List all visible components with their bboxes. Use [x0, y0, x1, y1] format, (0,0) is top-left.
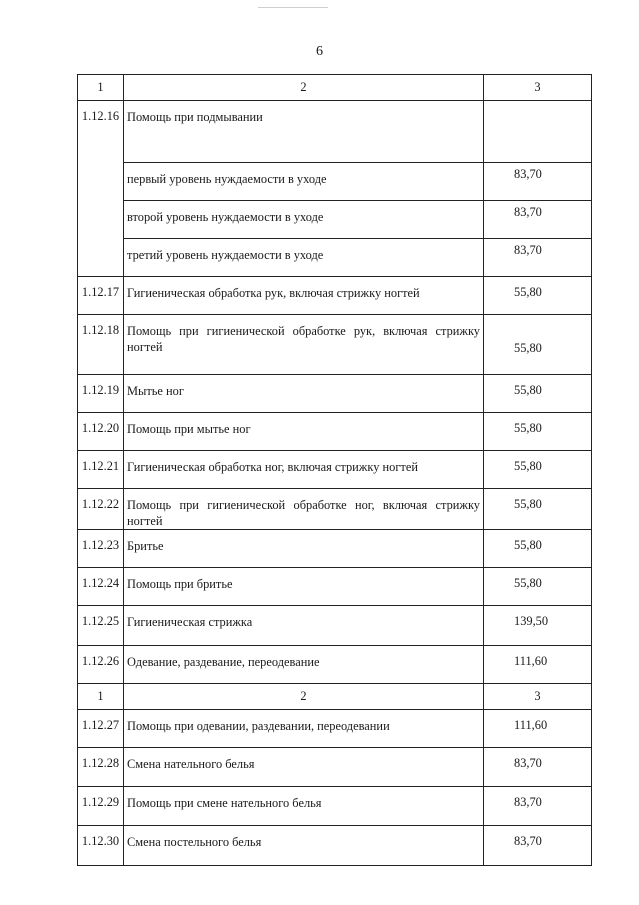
row-code	[78, 239, 124, 277]
table-row	[78, 277, 592, 315]
row-code: 1.12.22	[78, 489, 124, 530]
row-price: 55,80	[484, 451, 592, 489]
table-row	[78, 239, 592, 277]
table-row	[78, 568, 592, 606]
table-row	[78, 375, 592, 413]
row-code: 1.12.23	[78, 530, 124, 568]
row-name: Гигиеническая обработка ног, включая стрижку ногтей	[124, 451, 484, 489]
row-price: 83,70	[484, 826, 592, 866]
column-header-1: 1	[78, 75, 124, 101]
row-name: Помощь при гигиенической обработке ног, включая стрижку ногтей	[124, 489, 484, 530]
tariff-table	[77, 74, 592, 866]
row-code: 1.12.19	[78, 375, 124, 413]
column-header-1: 1	[78, 684, 124, 710]
row-name: Гигиеническая стрижка	[124, 606, 484, 646]
column-header-3: 3	[484, 75, 592, 101]
table-row	[78, 163, 592, 201]
row-code: 1.12.27	[78, 710, 124, 748]
table-row	[78, 787, 592, 826]
row-name: Мытье ног	[124, 375, 484, 413]
row-name: Помощь при одевании, раздевании, переодевании	[124, 710, 484, 748]
row-name: первый уровень нуждаемости в уходе	[124, 163, 484, 201]
row-price: 55,80	[484, 489, 592, 530]
table-header-row	[78, 75, 592, 101]
table-row	[78, 101, 592, 163]
scan-artifact-line	[258, 7, 328, 8]
row-name: третий уровень нуждаемости в уходе	[124, 239, 484, 277]
row-name: Помощь при мытье ног	[124, 413, 484, 451]
row-price: 139,50	[484, 606, 592, 646]
row-price: 111,60	[484, 710, 592, 748]
table-row	[78, 451, 592, 489]
row-name: Одевание, раздевание, переодевание	[124, 646, 484, 684]
row-price: 55,80	[484, 375, 592, 413]
row-code: 1.12.28	[78, 748, 124, 787]
row-code: 1.12.24	[78, 568, 124, 606]
row-name: Смена постельного белья	[124, 826, 484, 866]
row-price: 111,60	[484, 646, 592, 684]
row-code: 1.12.17	[78, 277, 124, 315]
table-row	[78, 646, 592, 684]
row-price: 83,70	[484, 201, 592, 239]
row-name: Помощь при бритье	[124, 568, 484, 606]
table-row	[78, 710, 592, 748]
row-price: 55,80	[484, 277, 592, 315]
table-row	[78, 530, 592, 568]
row-price: 55,80	[484, 413, 592, 451]
row-name: Гигиеническая обработка рук, включая стрижку ногтей	[124, 277, 484, 315]
row-code: 1.12.21	[78, 451, 124, 489]
row-code	[78, 201, 124, 239]
row-name: Помощь при гигиенической обработке рук, включая стрижку ногтей	[124, 315, 484, 375]
row-code: 1.12.25	[78, 606, 124, 646]
row-price: 83,70	[484, 239, 592, 277]
table-header-row-repeat	[78, 684, 592, 710]
row-code	[78, 163, 124, 201]
column-header-2: 2	[124, 75, 484, 101]
table-row	[78, 413, 592, 451]
row-code: 1.12.20	[78, 413, 124, 451]
table-row	[78, 489, 592, 530]
row-code: 1.12.16	[78, 101, 124, 163]
row-code: 1.12.30	[78, 826, 124, 866]
table-row	[78, 315, 592, 375]
row-price: 55,80	[484, 568, 592, 606]
row-price: 83,70	[484, 787, 592, 826]
row-name: Бритье	[124, 530, 484, 568]
row-name: Помощь при подмывании	[124, 101, 484, 163]
row-price: 55,80	[484, 315, 592, 375]
table-row	[78, 748, 592, 787]
table-row	[78, 201, 592, 239]
table-row	[78, 826, 592, 866]
row-price: 83,70	[484, 748, 592, 787]
row-name: Помощь при смене нательного белья	[124, 787, 484, 826]
row-price	[484, 101, 592, 163]
column-header-3: 3	[484, 684, 592, 710]
column-header-2: 2	[124, 684, 484, 710]
row-name: Смена нательного белья	[124, 748, 484, 787]
page-number: 6	[316, 44, 323, 59]
row-code: 1.12.29	[78, 787, 124, 826]
row-price: 55,80	[484, 530, 592, 568]
table-row	[78, 606, 592, 646]
row-code: 1.12.18	[78, 315, 124, 375]
row-price: 83,70	[484, 163, 592, 201]
row-name: второй уровень нуждаемости в уходе	[124, 201, 484, 239]
row-code: 1.12.26	[78, 646, 124, 684]
